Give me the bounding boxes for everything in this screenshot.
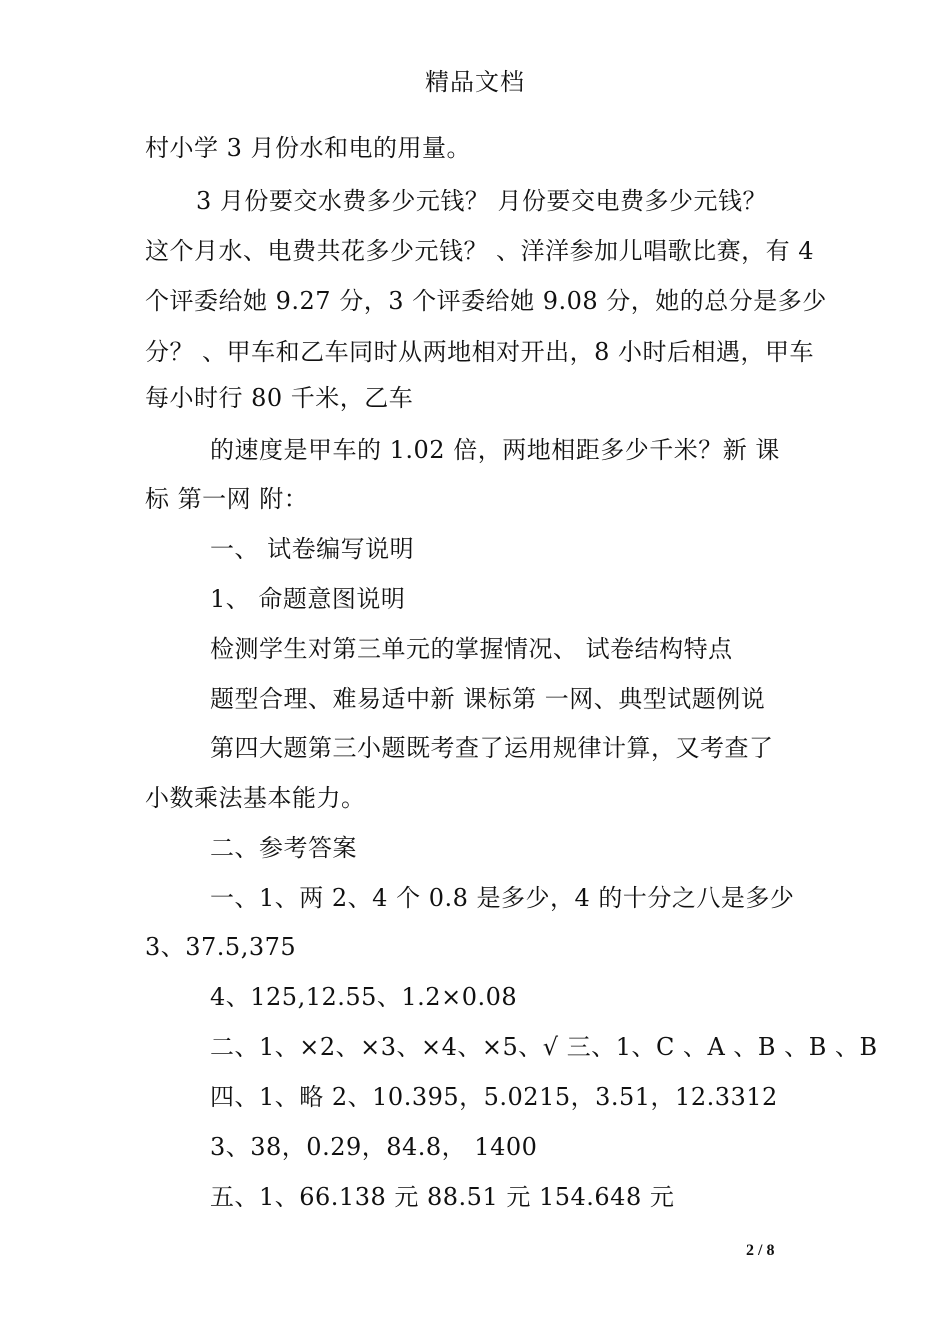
text-line-1: 村小学 3 月份水和电的用量。 bbox=[145, 134, 472, 162]
text-line-6: 每小时行 80 千米，乙车 bbox=[145, 384, 414, 412]
text-line-11: 检测学生对第三单元的掌握情况、 试卷结构特点 bbox=[210, 635, 733, 663]
answer-line-4: 二、1、×2、×3、×4、×5、√ 三、1、C 、A 、B 、B 、B bbox=[210, 1033, 878, 1061]
text-line-5: 分？ 、甲车和乙车同时从两地相对开出，8 小时后相遇，甲车 bbox=[145, 338, 815, 366]
answer-line-2: 3、37.5,375 bbox=[145, 933, 297, 961]
text-line-2: 3 月份要交水费多少元钱？ 月份要交电费多少元钱？ bbox=[196, 187, 768, 215]
text-line-14: 小数乘法基本能力。 bbox=[145, 784, 366, 812]
text-line-8: 标 第一网 附： bbox=[145, 485, 309, 513]
text-line-4: 个评委给她 9.27 分，3 个评委给她 9.08 分，她的总分是多少 bbox=[145, 287, 827, 315]
page-number: 2 / 8 bbox=[746, 1242, 775, 1259]
page-header: 精品文档 bbox=[425, 68, 525, 96]
text-line-3: 这个月水、电费共花多少元钱？ 、洋洋参加儿唱歌比赛，有 4 bbox=[145, 237, 815, 265]
subsection-heading-1: 1、 命题意图说明 bbox=[210, 585, 406, 613]
text-line-12: 题型合理、难易适中新 课标第 一网、典型试题例说 bbox=[210, 685, 766, 713]
answer-line-1: 一、1、两 2、4 个 0.8 是多少，4 的十分之八是多少 bbox=[210, 884, 795, 912]
section-heading-2: 二、参考答案 bbox=[210, 834, 357, 862]
answer-line-6: 3、38，0.29，84.8， 1400 bbox=[210, 1133, 538, 1161]
section-heading-1: 一、 试卷编写说明 bbox=[210, 535, 415, 563]
answer-line-5: 四、1、略 2、10.395，5.0215，3.51，12.3312 bbox=[210, 1083, 778, 1111]
text-line-13: 第四大题第三小题既考查了运用规律计算，又考查了 bbox=[210, 734, 774, 762]
text-line-7: 的速度是甲车的 1.02 倍，两地相距多少千米？新 课 bbox=[210, 436, 780, 464]
answer-line-3: 4、125,12.55、1.2×0.08 bbox=[210, 983, 518, 1011]
answer-line-7: 五、1、66.138 元 88.51 元 154.648 元 bbox=[210, 1183, 675, 1211]
